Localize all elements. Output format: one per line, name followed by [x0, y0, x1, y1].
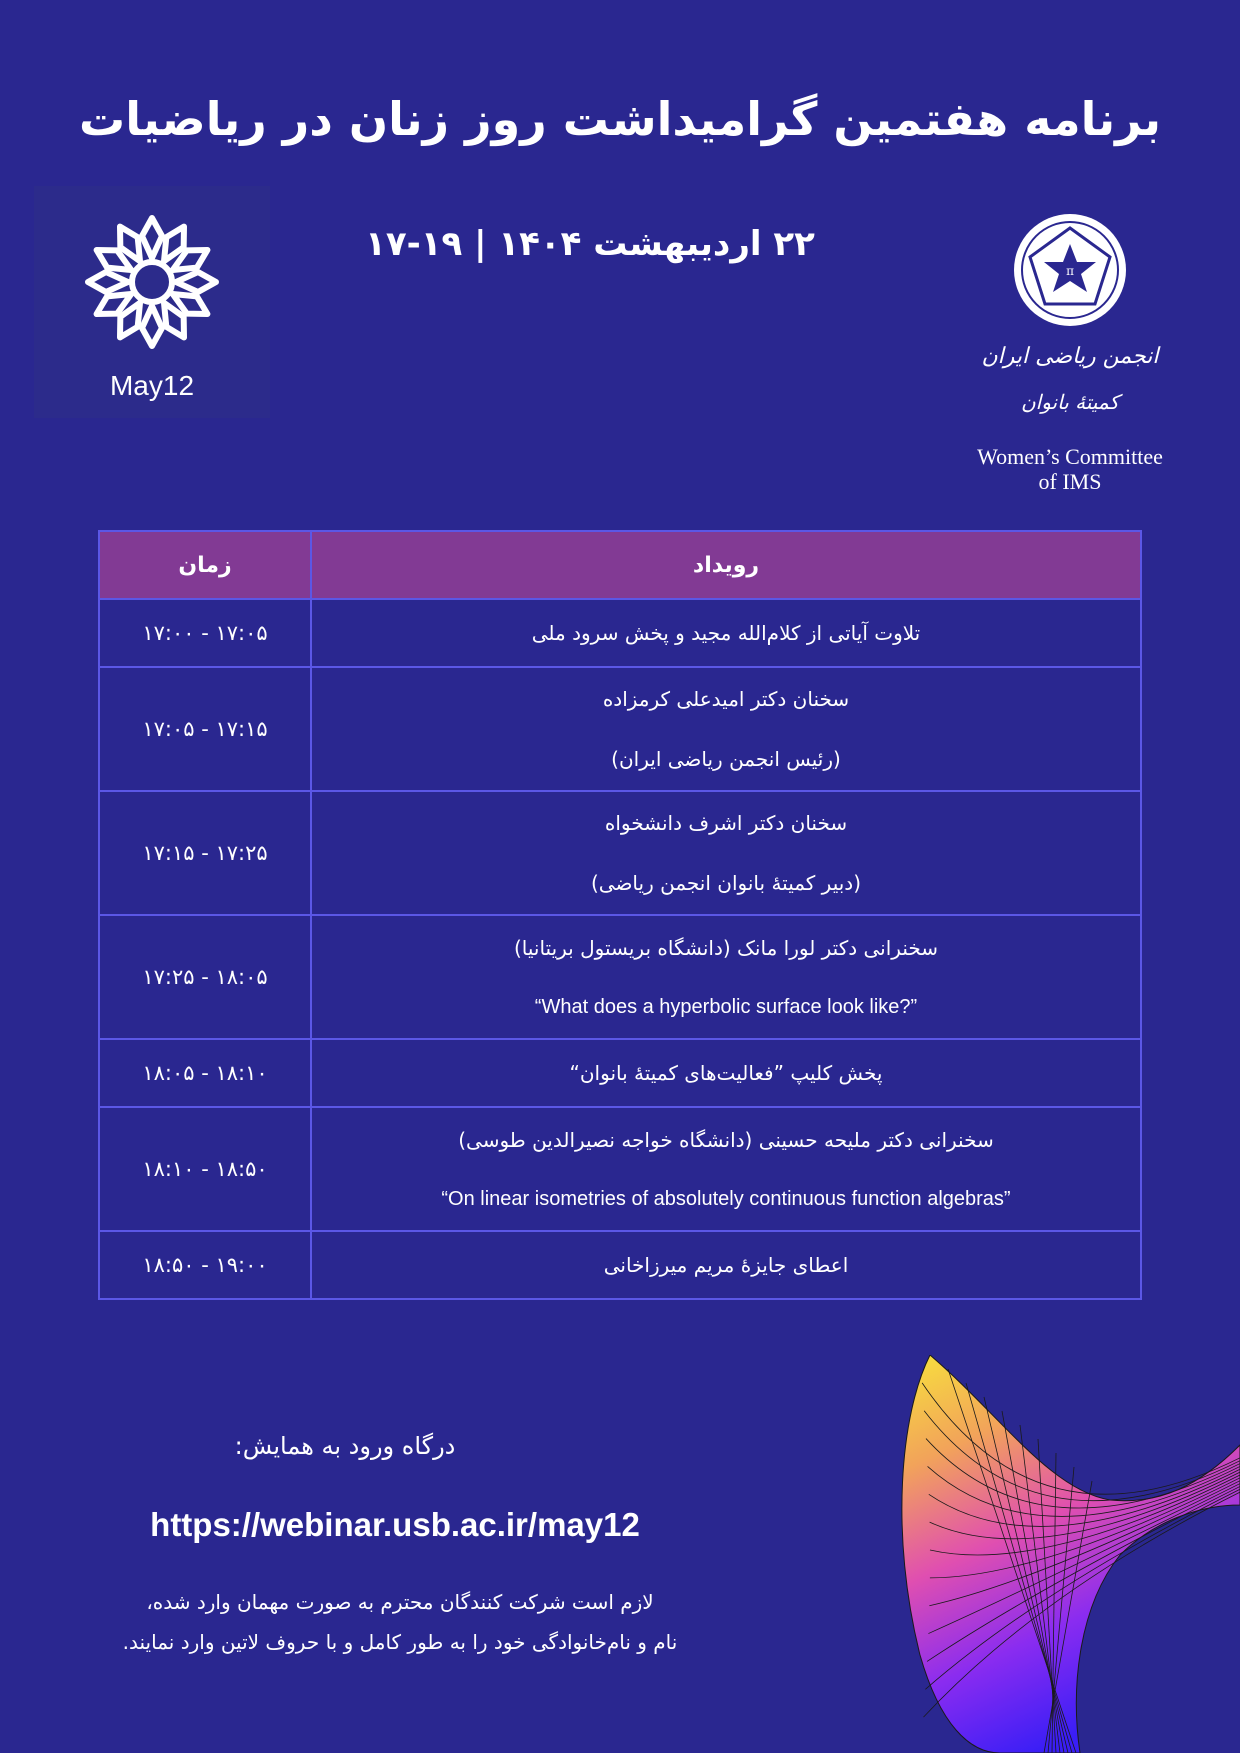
may12-label: May12 — [109, 370, 195, 401]
time-cell: ۱۸:۵۰ - ۱۹:۰۰ — [99, 1231, 311, 1299]
event-title: سخنان دکتر اشرف دانشخواه — [604, 811, 848, 835]
portal-label: درگاه ورود به همایش: — [234, 1432, 456, 1460]
table-row — [99, 599, 1141, 667]
event-cell — [311, 599, 1141, 667]
event-cell — [311, 1231, 1141, 1299]
talk-title: “What does a hyperbolic surface look like?” — [534, 995, 918, 1018]
talk-title: “On linear isometries of absolutely continuous function algebras” — [441, 1187, 1011, 1210]
time-cell: ۱۷:۰۰ - ۱۷:۰۵ — [99, 599, 311, 667]
ims-english-name — [950, 444, 1190, 494]
header-event: رویداد — [311, 531, 1141, 599]
event-title: تلاوت آیاتی از کلام‌الله مجید و پخش سرود ملی — [531, 621, 921, 645]
flower-logo-icon — [80, 210, 224, 354]
table-row — [99, 915, 1141, 1039]
event-title: سخنرانی دکتر ملیحه حسینی (دانشگاه خواجه نصیرالدین طوسی) — [458, 1127, 994, 1152]
header-time: زمان — [99, 531, 311, 599]
event-title: پخش کلیپ ”فعالیت‌های کمیتهٔ بانوان“ — [569, 1061, 883, 1085]
event-cell — [311, 1107, 1141, 1231]
event-title: سخنان دکتر امیدعلی کرمزاده — [602, 687, 850, 711]
event-subtitle: (رئیس انجمن ریاضی ایران) — [611, 747, 841, 771]
schedule-table — [98, 530, 1142, 1300]
note-line-2: نام و نام‌خانوادگی خود را به طور کامل و با حروف لاتین وارد نمایند. — [122, 1630, 678, 1654]
event-subtitle: (دبیر کمیتهٔ بانوان انجمن ریاضی) — [590, 871, 862, 895]
page-title: برنامه هفتمین گرامیداشت روز زنان در ریاضیات — [78, 92, 1162, 146]
may12-badge — [34, 186, 270, 418]
event-cell — [311, 791, 1141, 915]
event-date: ۲۲ اردیبهشت ۱۴۰۴ | ۱۹-۱۷ — [365, 224, 815, 264]
table-row — [99, 1107, 1141, 1231]
event-cell — [311, 1039, 1141, 1107]
time-cell: ۱۷:۲۵ - ۱۸:۰۵ — [99, 915, 311, 1039]
note-line-1: لازم است شرکت کنندگان محترم به صورت مهمان وارد شده، — [146, 1590, 654, 1614]
guest-login-note — [40, 1582, 760, 1662]
flower-petal — [176, 272, 216, 292]
time-cell: ۱۷:۰۵ - ۱۷:۱۵ — [99, 667, 311, 791]
ims-society-seal-icon — [1010, 210, 1130, 330]
saddle-surface-icon — [880, 1355, 1240, 1753]
ims-english-line1: Women’s Committee — [977, 444, 1163, 469]
table-row — [99, 1231, 1141, 1299]
table-row — [99, 1039, 1141, 1107]
event-title: سخنرانی دکتر لورا مانک (دانشگاه بریستول بریتانیا) — [513, 935, 939, 960]
ims-persian-committee: کمیتهٔ بانوان — [1020, 390, 1120, 414]
flower-petal — [88, 272, 128, 292]
flower-petal — [142, 218, 162, 258]
event-cell — [311, 915, 1141, 1039]
ims-english-line2: of IMS — [1038, 469, 1102, 494]
svg-text:π: π — [1066, 264, 1074, 278]
event-cell — [311, 667, 1141, 791]
table-header-row — [99, 531, 1141, 599]
webinar-link[interactable]: https://webinar.usb.ac.ir/may12 — [150, 1506, 640, 1543]
table-row — [99, 667, 1141, 791]
time-cell: ۱۸:۰۵ - ۱۸:۱۰ — [99, 1039, 311, 1107]
flower-petal — [142, 306, 162, 346]
time-cell: ۱۸:۱۰ - ۱۸:۵۰ — [99, 1107, 311, 1231]
ims-persian-name: انجمن ریاضی ایران — [981, 344, 1159, 369]
table-row — [99, 791, 1141, 915]
time-cell: ۱۷:۱۵ - ۱۷:۲۵ — [99, 791, 311, 915]
event-title: اعطای جایزهٔ مریم میرزاخانی — [603, 1253, 849, 1277]
